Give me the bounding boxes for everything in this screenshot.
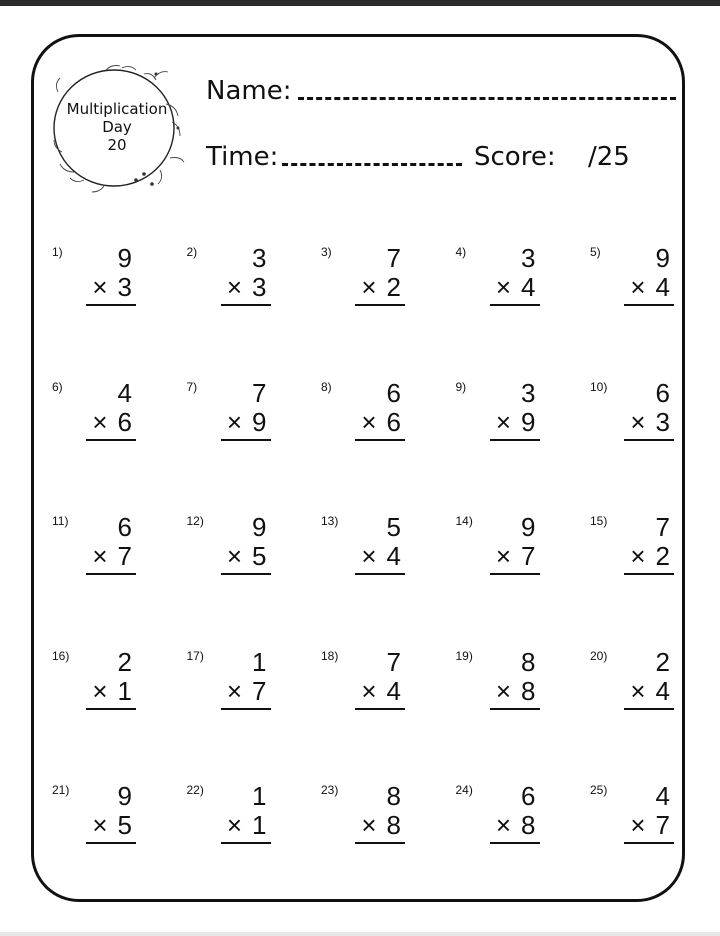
badge-day-label: Day [102,118,132,136]
times-sign: × [361,541,377,571]
multiplicand: 9 [117,781,132,811]
problem-4 [444,240,578,350]
problem-number: 16) [52,648,70,663]
multiplicand: 3 [521,243,536,273]
problem-17 [175,644,309,754]
answer-line[interactable] [490,708,540,710]
multiplier: 4 [655,272,670,302]
times-sign: × [630,406,646,437]
multiplicand: 6 [386,377,401,408]
answer-line[interactable] [86,842,136,844]
problem-18 [309,644,443,754]
multiplicand: 9 [655,243,670,273]
times-sign: × [630,272,646,302]
multiplier-line [227,542,267,570]
times-sign: × [630,810,646,840]
times-sign: × [226,675,243,706]
times-sign: × [495,810,512,840]
multiplier: 5 [117,810,132,840]
problem-14 [444,509,578,619]
times-sign: × [92,406,108,437]
problem-21 [40,778,174,888]
times-sign: × [92,272,108,302]
times-sign: × [495,675,512,706]
multiplier-line [227,811,267,839]
multiplier-line [92,677,132,705]
answer-line[interactable] [221,439,271,441]
multiplier: 8 [521,675,536,706]
problem-20 [578,644,712,754]
problem-number: 23) [321,783,339,797]
problem-grid [40,240,680,880]
answer-line[interactable] [221,708,271,710]
problem-number: 13) [321,514,339,528]
answer-line[interactable] [86,439,136,441]
answer-line[interactable] [86,708,136,710]
times-sign: × [495,406,512,437]
problem-number: 22) [186,783,204,797]
multiplier: 6 [386,406,401,437]
problem-number: 24) [455,783,473,797]
multiplier-line [496,542,536,570]
answer-line[interactable] [490,439,540,441]
problem-25 [578,778,712,888]
answer-line[interactable] [624,708,674,710]
times-sign: × [226,272,243,302]
answer-line[interactable] [355,304,405,306]
problem-1 [40,240,174,350]
multiplier-line [496,408,536,436]
multiplicand: 7 [252,377,267,408]
problem-number: 5) [590,245,601,259]
multiplicand: 4 [117,377,132,408]
problem-number: 6) [52,379,63,394]
problem-number: 19) [455,648,473,663]
problem-23 [309,778,443,888]
multiplier-line [630,542,670,570]
problem-6 [40,375,174,485]
multiplicand: 6 [521,781,536,811]
problem-number: 8) [321,379,332,394]
times-sign: × [361,675,377,706]
multiplicand: 6 [655,377,670,408]
multiplier: 1 [252,810,267,840]
problem-15 [578,509,712,619]
problem-9 [444,375,578,485]
multiplier: 9 [521,406,536,437]
answer-line[interactable] [490,304,540,306]
times-sign: × [92,541,108,571]
multiplier: 5 [252,541,267,571]
problem-19 [444,644,578,754]
problem-7 [175,375,309,485]
multiplier-line [361,811,401,839]
multiplicand: 7 [386,243,401,273]
multiplier-line [496,811,536,839]
time-label: Time: [206,142,279,172]
problem-number: 25) [590,783,608,797]
multiplier: 7 [117,541,132,571]
multiplier-line [630,677,670,705]
problem-number: 3) [321,245,332,259]
problem-number: 2) [186,245,198,259]
multiplier-line [92,273,132,301]
multiplicand: 8 [521,646,536,677]
multiplier-line [630,408,670,436]
times-sign: × [495,272,512,302]
multiplier: 1 [117,675,132,706]
multiplicand: 1 [252,781,267,811]
problem-number: 14) [455,514,473,528]
multiplicand: 1 [252,646,267,677]
answer-line[interactable] [490,573,540,575]
top-bar [0,0,720,6]
multiplier-line [630,273,670,301]
problem-5 [578,240,712,350]
multiplicand: 9 [521,512,536,542]
multiplicand: 5 [386,512,401,542]
multiplier-line [496,677,536,705]
multiplier-line [227,408,267,436]
problem-22 [175,778,309,888]
problem-number: 7) [186,379,198,394]
multiplicand: 8 [386,781,401,811]
multiplier-line [92,542,132,570]
times-sign: × [226,810,243,840]
times-sign: × [361,272,377,302]
times-sign: × [92,675,108,706]
answer-line[interactable] [355,842,405,844]
multiplier-line [361,677,401,705]
badge-day-number: 20 [107,136,127,154]
problem-8 [309,375,443,485]
name-field[interactable] [298,97,676,100]
multiplier: 4 [386,541,401,571]
multiplier-line [496,273,536,301]
multiplier-line [92,811,132,839]
problem-3 [309,240,443,350]
problem-number: 10) [590,379,608,394]
answer-line[interactable] [490,842,540,844]
multiplier: 2 [655,541,670,571]
multiplicand: 7 [655,512,670,542]
answer-line[interactable] [221,842,271,844]
answer-line[interactable] [86,304,136,306]
bottom-bar [0,932,720,936]
times-sign: × [92,810,108,840]
problem-24 [444,778,578,888]
multiplier: 8 [521,810,536,840]
time-field[interactable] [282,163,462,166]
answer-line[interactable] [624,573,674,575]
multiplier: 8 [386,810,401,840]
multiplier: 3 [655,406,670,437]
multiplicand: 4 [655,781,670,811]
title-badge [44,62,190,196]
multiplier: 9 [252,406,267,437]
problem-number: 9) [455,379,467,394]
multiplier-line [227,677,267,705]
name-label: Name: [206,76,292,106]
multiplier: 4 [386,675,401,706]
multiplier: 7 [655,810,670,840]
multiplicand: 9 [252,512,267,542]
multiplicand: 2 [655,646,670,677]
times-sign: × [495,541,512,571]
multiplicand: 7 [386,646,401,677]
answer-line[interactable] [86,573,136,575]
problem-12 [175,509,309,619]
score-label: Score: [474,142,556,172]
multiplier-line [630,811,670,839]
problem-13 [309,509,443,619]
problem-number: 21) [52,783,70,797]
multiplicand: 2 [117,646,132,677]
multiplier: 3 [117,272,132,302]
multiplier: 4 [521,272,536,302]
times-sign: × [226,406,243,437]
multiplicand: 9 [117,243,132,273]
multiplier-line [92,408,132,436]
multiplier-line [361,542,401,570]
multiplier: 7 [252,675,267,706]
answer-line[interactable] [221,304,271,306]
multiplier: 4 [655,675,670,706]
multiplicand: 3 [521,377,536,408]
answer-line[interactable] [355,439,405,441]
times-sign: × [630,675,646,706]
score-total: /25 [588,142,630,172]
multiplier: 6 [117,406,132,437]
answer-line[interactable] [355,708,405,710]
problem-16 [40,644,174,754]
badge-title: Multiplication [66,100,168,118]
multiplier: 2 [386,272,401,302]
problem-number: 12) [186,514,204,528]
multiplier-line [361,273,401,301]
multiplier: 7 [521,541,536,571]
multiplicand: 3 [252,243,267,273]
problem-number: 18) [321,648,339,663]
problem-2 [175,240,309,350]
answer-line[interactable] [221,573,271,575]
problem-number: 20) [590,648,608,663]
problem-11 [40,509,174,619]
problem-number: 4) [455,245,467,259]
multiplicand: 6 [117,512,132,542]
multiplier-line [361,408,401,436]
times-sign: × [226,541,243,571]
problem-number: 15) [590,514,608,528]
times-sign: × [361,810,377,840]
problem-number: 11) [52,514,69,528]
times-sign: × [630,541,646,571]
answer-line[interactable] [624,304,674,306]
problem-number: 17) [186,648,204,663]
multiplier-line [227,273,267,301]
answer-line[interactable] [355,573,405,575]
times-sign: × [361,406,377,437]
answer-line[interactable] [624,842,674,844]
multiplier: 3 [252,272,267,302]
problem-10 [578,375,712,485]
problem-number: 1) [52,245,63,259]
answer-line[interactable] [624,439,674,441]
